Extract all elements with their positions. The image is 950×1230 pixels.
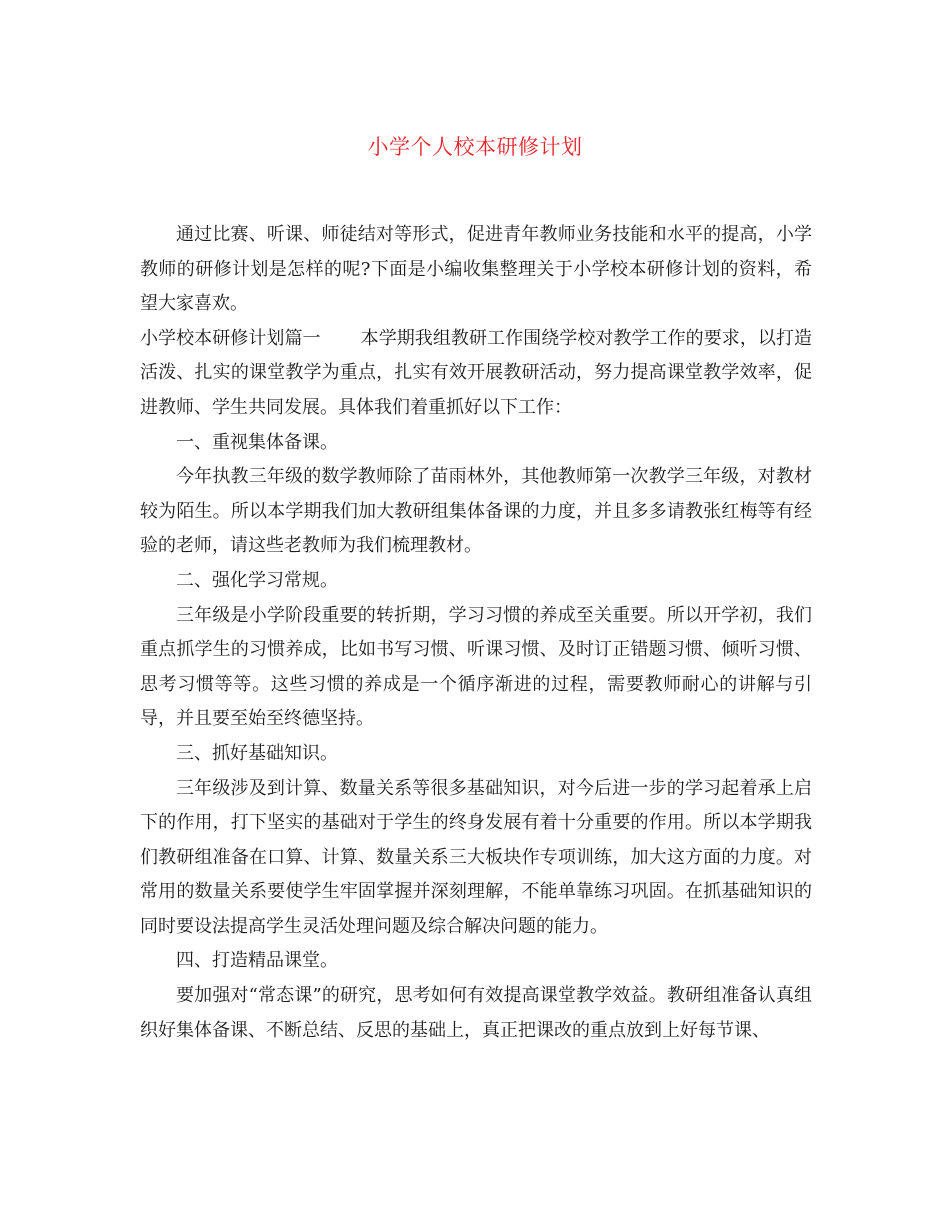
plan-paragraph	[140, 322, 812, 426]
section-body-2: 三年级是小学阶段重要的转折期，学习习惯的养成至关重要。所以开学初，我们重点抓学生的习惯养成，比如书写习惯、听课习惯、及时订正错题习惯、倾听习惯、思考习惯等等。这些习惯的养成是一个循序渐进的过程，需要教师耐心的讲解与引导，并且要至始至终德坚持。	[140, 604, 812, 730]
section-body-3: 三年级涉及到计算、数量关系等很多基础知识，对今后进一步的学习起着承上启下的作用，打下坚实的基础对于学生的终身发展有着十分重要的作用。所以本学期我们教研组准备在口算、计算、数量关系三大板块作专项训练，加大这方面的力度。对常用的数量关系要使学生牢固掌握并深刻理解，不能单靠练习巩固。在抓基础知识的同时要设法提高学生灵活处理问题及综合解决问题的能力。	[140, 777, 812, 937]
document-body	[140, 218, 812, 1048]
section-heading-4: 四、打造精品课堂。	[176, 950, 338, 972]
section-heading-2: 二、强化学习常规。	[176, 569, 338, 591]
intro-paragraph: 通过比赛、听课、师徒结对等形式，促进青年教师业务技能和水平的提高，小学教师的研修计划是怎样的呢?下面是小编收集整理关于小学校本研修计划的资料，希望大家喜欢。	[140, 224, 812, 315]
plan-intro: 本学期我组教研工作围绕学校对教学工作的要求，以打造活泼、扎实的课堂教学为重点，扎实有效开展教研活动，努力提高课堂教学效率，促进教师、学生共同发展。具体我们着重抓好以下工作：	[140, 327, 813, 418]
section-heading-3: 三、抓好基础知识。	[176, 742, 338, 764]
plan-label: 小学校本研修计划篇一	[140, 327, 321, 349]
section-body-4: 要加强对“常态课”的研究，思考如何有效提高课堂教学效益。教研组准备认真组织好集体备课、不断总结、反思的基础上，真正把课改的重点放到上好每节课、	[140, 985, 812, 1041]
document-title: 小学个人校本研修计划	[367, 135, 583, 159]
section-body-1: 今年执教三年级的数学教师除了苗雨林外，其他教师第一次教学三年级，对教材较为陌生。所以本学期我们加大教研组集体备课的力度，并且多多请教张红梅等有经验的老师，请这些老教师为我们梳理教材。	[140, 466, 812, 557]
section-heading-1: 一、重视集体备课。	[176, 431, 338, 453]
